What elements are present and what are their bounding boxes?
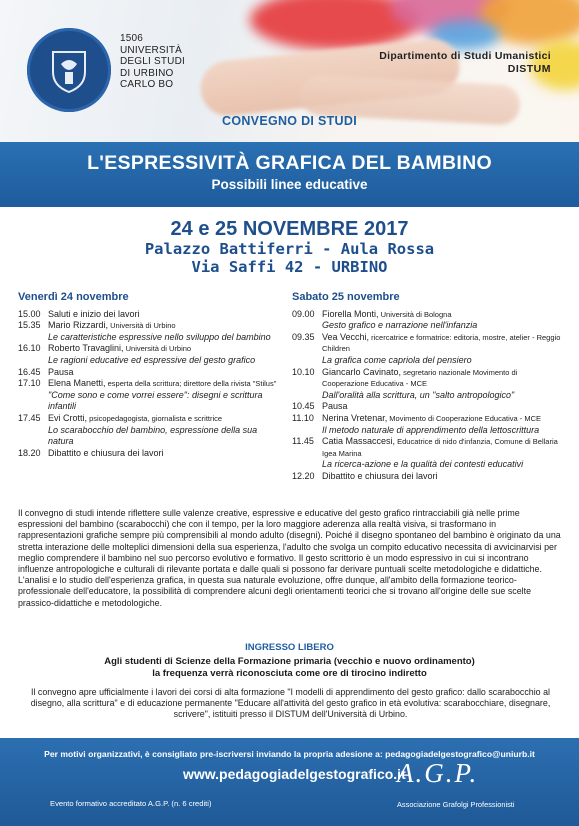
website-link[interactable]: www.pedagogiadelgestografico.it <box>183 766 406 782</box>
program-item: 12.20 Dibattito e chiusura dei lavori <box>292 470 438 481</box>
description-text: Il convegno di studi intende riflettere sulle valenze creative, espressive e educative del gesto grafico rintracciabili già nelle prime espressioni del bambino (scarabocchi) che con il tempo, per la loro maggiore aderenza alla realtà visiva, si trasformano in rappresentazioni grafiche sempre più comprensibili al mondo adulto (disegni). Poiché il disegno spontaneo del bambino è originato da una stretta interazione delle molteplici dimensioni della sua esperienza, l'adulto che svolga un compito educativo necessita di avvicinarvisi per meglio comprendere il bambino nel suo percorso evolutivo e formativo. Il gesto scrittorio è un modo espressivo in cui si incontrano influenze antropologiche e culturali di rilevante portata e dalle quali si possono far derivare puntuali scelte metodologiche e didattiche. L'analisi e lo studio dell'esperienza grafica, in questa sua naturale evoluzione, offre dunque, all'ambito della formazione teorico-professionale dell'educatore, la possibilità di comprendere alcuni degli orientamenti teorici che si trovano all'origine delle sue scelte prassico-didattiche e metodologiche. <box>18 508 561 608</box>
program-item: 17.45 Evi Crotti, psicopedagogista, giornalista e scrittrice Lo scarabocchio del bambino, espressione della sua natura <box>18 412 258 447</box>
courses-note: Il convegno apre ufficialmente i lavori dei corsi di alta formazione "I modelli di apprendimento del gesto grafico: dallo scarabocchio al disegno, alla scrittura" e di educazione permanente "Educare all'attività del gesto grafico in età evolutiva: scarabocchiare, disegnare, scrivere", istituiti presso il DISTUM dell'Università di Urbino. <box>30 687 551 720</box>
footer-banner <box>0 738 579 826</box>
event-dates: 24 e 25 NOVEMBRE 2017 <box>170 218 409 240</box>
convegno-label: CONVEGNO DI STUDI <box>222 114 357 128</box>
program-item: 17.10 Elena Manetti, esperta della scrittura; direttore della rivista "Stilus" "Come sono e come vorrei essere": disegni e scrittura infantili <box>18 378 277 412</box>
subtitle: Possibili linee educative <box>211 177 368 192</box>
program-item: 10.45 Pausa <box>292 401 348 412</box>
program-item: 16.45 Pausa <box>18 366 74 377</box>
program-item: 09.35 Vea Vecchi, ricercatrice e formatrice: editoria, mostre, atelier - Reggio Children La grafica come capriola del pensiero <box>292 331 561 365</box>
program-item: 15.00 Saluti e inizio dei lavori <box>18 308 140 319</box>
event-info <box>0 218 579 276</box>
program-item: 16.10 Roberto Travaglini, Università di Urbino Le ragioni educative ed espressive del gesto grafico <box>18 343 256 365</box>
university-seal-logo <box>27 28 111 112</box>
day1-label: Venerdì 24 novembre <box>18 291 129 303</box>
admission-label: INGRESSO LIBERO <box>245 642 334 653</box>
day2-label: Sabato 25 novembre <box>292 291 400 303</box>
agp-full-name: Associazione Grafolgi Professionisti <box>397 800 515 809</box>
program-day2 <box>292 292 564 483</box>
program-day1 <box>18 292 280 459</box>
program-item: 09.00 Fiorella Monti, Università di Bologna Gesto grafico e narrazione nell'infanzia <box>292 308 478 331</box>
university-name: 1506 UNIVERSITÀ DEGLI STUDI DI URBINO CARLO BO <box>120 33 185 90</box>
agp-logo: A.G.P. <box>397 758 479 788</box>
program-item: 11.10 Nerina Vretenar, Movimento di Cooperazione Educativa - MCE Il metodo naturale di apprendimento della lettoscrittura <box>292 412 542 435</box>
program-item: 15.35 Mario Rizzardi, Università di Urbino Le caratteristiche espressive nello sviluppo del bambino <box>18 320 271 342</box>
students-note: Agli studenti di Scienze della Formazione primaria (vecchio e nuovo ordinamento) la frequenza verrà riconosciuta come ore di tirocino indiretto <box>104 656 475 679</box>
title-bar <box>0 142 579 207</box>
department-name: Dipartimento di Studi Umanistici DISTUM <box>379 50 551 75</box>
main-title: L'ESPRESSIVITÀ GRAFICA DEL BAMBINO <box>87 152 492 174</box>
program-item: 11.45 Catia Massaccesi, Educatrice di nido d'infanzia, Comune di Bellaria Igea Marina La ricerca-azione e la qualità dei contesti educativi <box>292 436 558 470</box>
accreditation-text: Evento formativo accreditato A.G.P. (n. 6 crediti) <box>50 799 212 808</box>
program-item: 18.20 Dibattito e chiusura dei lavori <box>18 447 164 458</box>
header-banner <box>0 0 579 142</box>
program-item: 10.10 Giancarlo Cavinato, segretario nazionale Movimento di Cooperazione Educativa - MCE Dall'oralità alla scrittura, un "salto antropologico" <box>292 366 518 400</box>
registration-text: Per motivi organizzativi, è consigliato pre-iscriversi inviando la propria adesione a: pedagogiadelgestografico@uniurb.it <box>44 749 535 759</box>
seal-emblem-icon <box>47 46 91 94</box>
event-address: Via Saffi 42 - URBINO <box>191 258 388 276</box>
event-venue: Palazzo Battiferri - Aula Rossa <box>144 240 435 258</box>
